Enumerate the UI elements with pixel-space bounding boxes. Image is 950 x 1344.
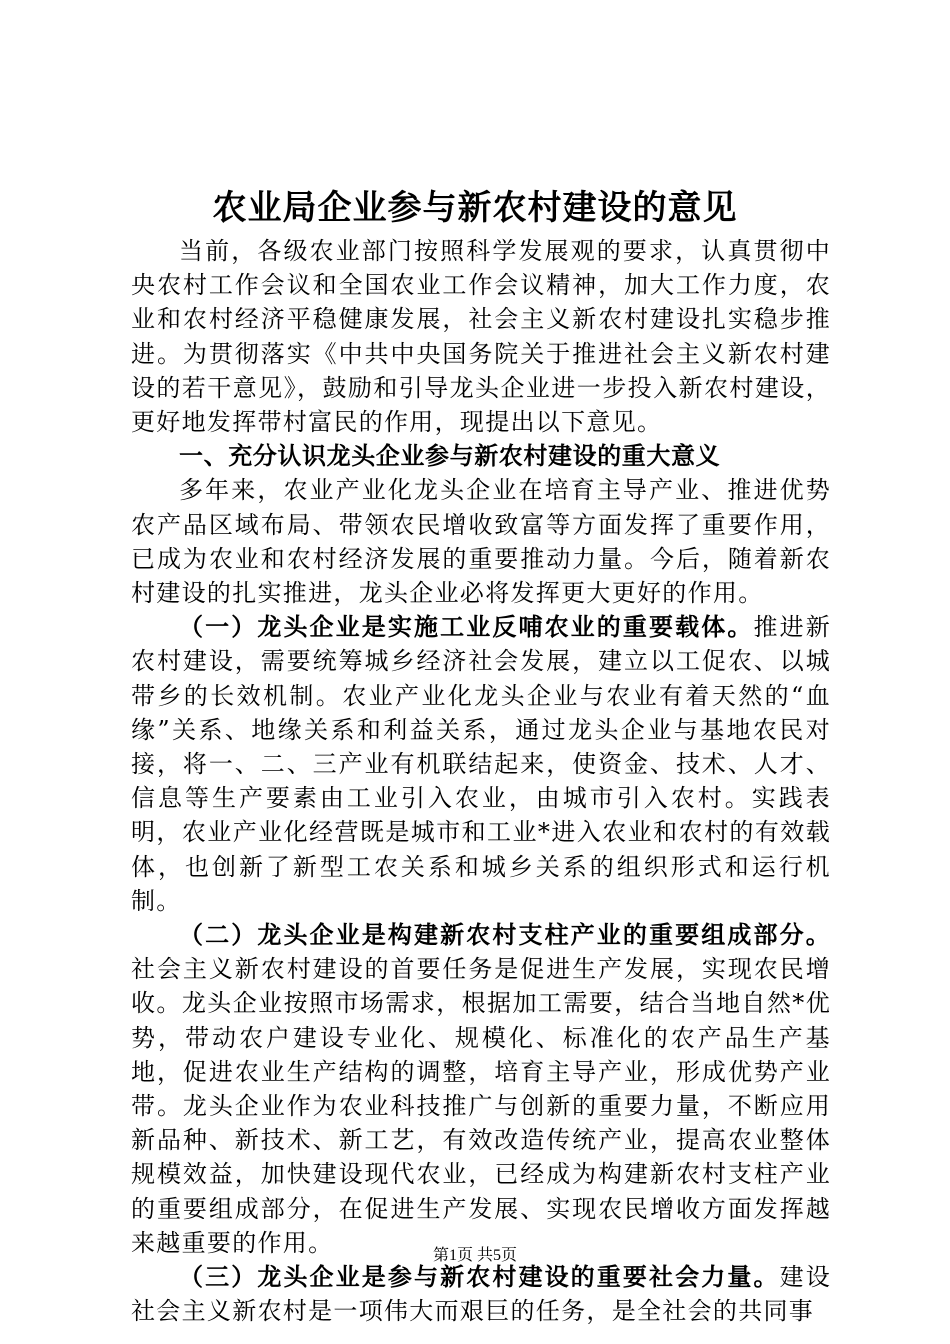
paragraph-text: 当前，各级农业部门按照科学发展观的要求，认真贯彻中央农村工作会议和全国农业工作会议精神，加大工作力度，农业和农村经济平稳健康发展，社会主义新农村建设扎实稳步推进。为贯彻落实《中共中央国务院关于推进社会主义新农村建设的若干意见》，鼓励和引导龙头企业进一步投入新农村建设，更好地发挥带村富民的作用，现提出以下意见。 (131, 237, 831, 437)
paragraph-text: 社会主义新农村建设的首要任务是促进生产发展，实现农民增收。龙头企业按照市场需求，根据加工需要，结合当地自然*优势，带动农户建设专业化、规模化、标准化的农产品生产基地，促进农业生产结构的调整，培育主导产业，形成优势产业带。龙头企业作为农业科技推广与创新的重要力量，不断应用新品种、新技术、新工艺，有效改造传统产业，提高农业整体规模效益，加快建设现代农业，已经成为构建新农村支柱产业的重要组成部分，在促进生产发展、实现农民增收方面发挥越来越重要的作用。 (131, 955, 831, 1257)
paragraph-lead: （二）龙头企业是构建新农村支柱产业的重要组成部分。 (179, 921, 831, 950)
paragraph-text: 推进新农村建设，需要统筹城乡经济社会发展，建立以工促农、以城带乡的长效机制。农业产业化龙头企业与农业有着天然的“血缘”关系、地缘关系和利益关系，通过龙头企业与基地农民对接，将一、二、三产业有机联结起来，使资金、技术、人才、信息等生产要素由工业引入农业，由城市引入农村。实践表明，农业产业化经营既是城市和工业*进入农业和农村的有效载体，也创新了新型工农关系和城乡关系的组织形式和运行机制。 (131, 613, 831, 915)
body-paragraph (131, 918, 831, 1260)
paragraph-lead: （一）龙头企业是实施工业反哺农业的重要载体。 (179, 613, 754, 642)
paragraph-text: 建设社会主义新农村是一项伟大而艰巨的任务，是全社会的共同事 (131, 1263, 831, 1326)
document-body (131, 234, 831, 1329)
body-paragraph (131, 610, 831, 918)
paragraph-lead: （三）龙头企业是参与新农村建设的重要社会力量。 (179, 1263, 780, 1292)
document-title: 农业局企业参与新农村建设的意见 (212, 188, 738, 228)
paragraph-text: 多年来，农业产业化龙头企业在培育主导产业、推进优势农产品区域布局、带领农民增收致富等方面发挥了重要作用，已成为农业和农村经济发展的重要推动力量。今后，随着新农村建设的扎实推进，龙头企业必将发挥更大更好的作用。 (131, 476, 831, 608)
section-heading: 一、充分认识龙头企业参与新农村建设的重大意义 (179, 442, 721, 471)
page-number-footer: 第1页 共5页 (432, 1247, 517, 1264)
intro-paragraph (131, 234, 831, 439)
body-paragraph (131, 473, 831, 610)
body-paragraph (131, 1260, 831, 1328)
